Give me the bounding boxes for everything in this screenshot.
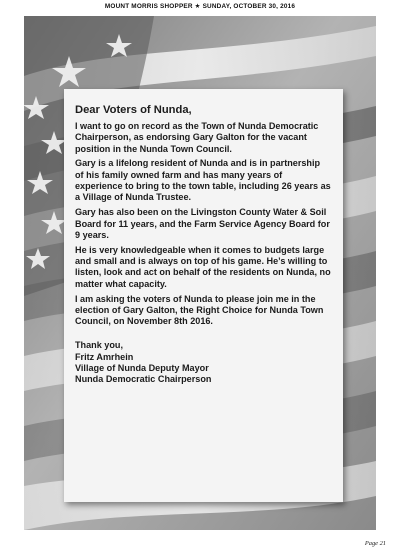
letter-closing: Thank you, [75, 340, 123, 351]
letter-signature-block [75, 340, 331, 385]
signer-name: Fritz Amrhein [75, 351, 134, 362]
letter-paragraph: I want to go on record as the Town of Nunda Democratic Chairperson, as endorsing Gary Galton for the vacant position in the Nunda Town Council. [75, 121, 319, 154]
endorsement-letter [64, 89, 343, 502]
flag-advertisement [24, 16, 376, 530]
letter-salutation: Dear Voters of Nunda, [75, 104, 192, 116]
signer-title: Village of Nunda Deputy Mayor [75, 363, 209, 374]
page-number: Page 21 [364, 540, 386, 547]
letter-paragraph: I am asking the voters of Nunda to please join me in the election of Gary Galton, the Right Choice for Nunda Town Council, on November 8th 2016. [75, 293, 324, 327]
signer-role: Nunda Democratic Chairperson [75, 374, 212, 385]
masthead: MOUNT MORRIS SHOPPER ★ SUNDAY, OCTOBER 30, 2016 [104, 3, 296, 10]
letter-paragraph: Gary has also been on the Livingston County Water & Soil Board for 11 years, and the Farm Service Agency Board for 9 years. [75, 207, 330, 240]
letter-paragraph: He is very knowledgeable when it comes to budgets large and small and is always on top of his game. He’s willing to listen, look and act on behalf of the residents on Nunda, no matter what capacity. [75, 244, 331, 289]
letter-paragraph: Gary is a lifelong resident of Nunda and is in partnership of his family owned farm and has many years of experience to bring to the town table, including 26 years as a Village of Nunda Trustee. [75, 158, 331, 203]
